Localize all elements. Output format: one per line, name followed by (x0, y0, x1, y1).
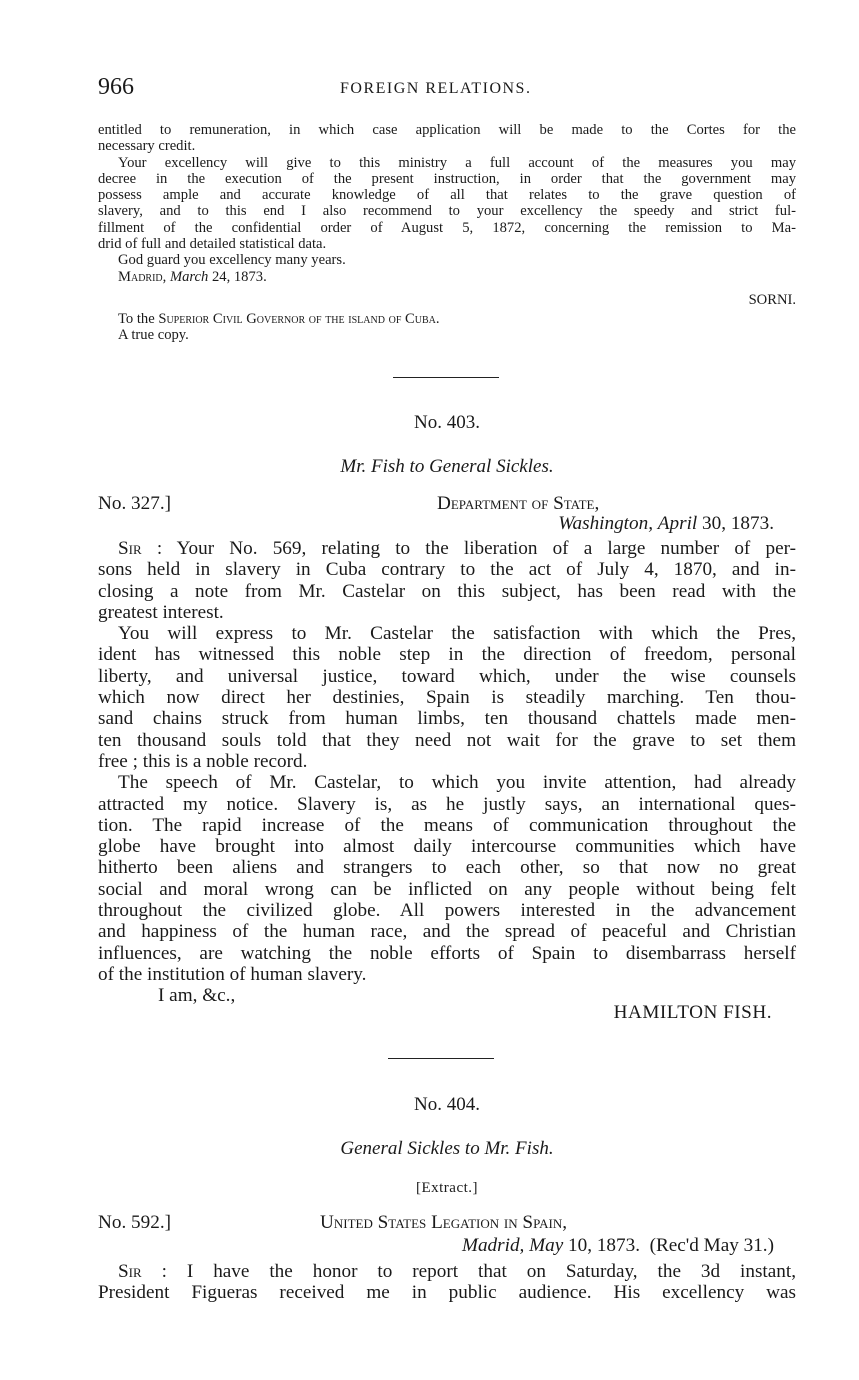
dateline-404: Madrid, May 10, 1873. (Rec'd May 31.) (461, 1235, 774, 1256)
dateline (98, 269, 796, 285)
legation-name: United States Legation in Spain, (320, 1212, 568, 1233)
dateline-403: Washington, April 30, 1873. (558, 513, 774, 534)
text-line: sand chains struck from human limbs, ten thousand chattels made men- (98, 708, 796, 730)
section-divider (388, 1058, 494, 1059)
date-rest: 24, 1873. (211, 268, 267, 285)
text-line: fillment of the confidential order of August 5, 1872, concerning the remission to Ma- (98, 219, 796, 236)
text-line: influences, are watching the noble efforts of Spain to disembarrass herself (98, 942, 796, 964)
text-line: liberty, and universal justice, toward which, under the wise counsels (98, 665, 796, 687)
text-line: throughout the civilized globe. All powers interested in the advancement (98, 900, 796, 922)
section-divider (393, 377, 499, 378)
signature-sorni: SORNI. (748, 292, 796, 308)
salutation: Sir : (118, 1261, 167, 1282)
text-line: necessary credit. (98, 138, 196, 155)
text-line: of the institution of human slavery. (98, 963, 367, 985)
running-header (98, 74, 798, 104)
text-line: hitherto been aliens and strangers to each other, so that now no great (98, 857, 796, 879)
text-line: and happiness of the human race, and the spread of peaceful and Christian (98, 921, 796, 943)
closing-403: I am, &c., (158, 985, 236, 1006)
document-number-403: No. 403. (414, 412, 480, 433)
text-line: ident has witnessed this noble step in the direction of freedom, personal (98, 644, 796, 666)
text-line: ten thousand souls told that they need not wait for the grave to set them (98, 729, 796, 751)
text-line: decree in the execution of the present instruction, in order that the government may (98, 170, 796, 187)
text-line: You will express to Mr. Castelar the satisfaction with which the Pres, (118, 623, 796, 645)
text-line: entitled to remuneration, in which case application will be made to the Cortes for the (98, 122, 796, 138)
text-line: which now direct her destinies, Spain is steadily marching. Ten thou- (98, 687, 796, 709)
text-line: free ; this is a noble record. (98, 750, 308, 772)
department-of-state: Department of State, (437, 493, 600, 514)
text-line: sons held in slavery in Cuba contrary to the act of July 4, 1870, and in- (98, 559, 796, 581)
text-line: slavery, and to this end I also recommend to your excellency the speedy and strict ful- (98, 203, 796, 220)
text-line: God guard you excellency many years. (118, 252, 346, 269)
document-number-404: No. 404. (414, 1094, 480, 1115)
document-title-403: Mr. Fish to General Sickles. (340, 456, 554, 477)
letter-body-404 (98, 1261, 796, 1304)
letter-body-403 (98, 538, 796, 985)
text-line: tion. The rapid increase of the means of communication throughout the (98, 814, 796, 836)
previous-document-text (98, 122, 796, 285)
text-line: greatest interest. (98, 601, 224, 623)
document-title-404: General Sickles to Mr. Fish. (340, 1138, 554, 1159)
addressee-block (98, 311, 796, 344)
date-month: March (169, 268, 209, 285)
true-copy: A true copy. (118, 327, 189, 344)
extract-label: [Extract.] (415, 1180, 479, 1196)
salutation: Sir : (118, 538, 163, 559)
text-line: President Figueras received me in public audience. His excellency was (98, 1282, 796, 1304)
text-line: The speech of Mr. Castelar, to which you invite attention, had already (118, 772, 796, 794)
reference-number: No. 592.] (98, 1212, 172, 1233)
addressee: To the Superior Civil Governor of the island of Cuba. (118, 311, 440, 327)
signature-hamilton-fish: HAMILTON FISH. (613, 1002, 772, 1023)
text-line: globe have brought into almost daily intercourse communities which have (98, 836, 796, 858)
text-line: social and moral wrong can be inflicted on any people without being felt (98, 878, 796, 900)
text-line: closing a note from Mr. Castelar on this subject, has been read with the (98, 580, 796, 602)
text-line: possess ample and accurate knowledge of all that relates to the grave question of (98, 187, 796, 204)
text-line: Your excellency will give to this ministry a full account of the measures you may (118, 154, 796, 171)
page-number: 966 (98, 74, 134, 100)
place-name: Madrid, (118, 268, 167, 285)
received-date: (Rec'd May 31.) (649, 1235, 774, 1256)
text-line: Sir : I have the honor to report that on Saturday, the 3d instant, (118, 1261, 796, 1282)
text-line: drid of full and detailed statistical data. (98, 236, 327, 253)
text-line: attracted my notice. Slavery is, as he justly says, an international ques- (98, 793, 796, 815)
running-title: FOREIGN RELATIONS. (340, 80, 532, 97)
reference-number: No. 327.] (98, 493, 172, 514)
text-line: Sir : Your No. 569, relating to the liberation of a large number of per- (118, 538, 796, 559)
